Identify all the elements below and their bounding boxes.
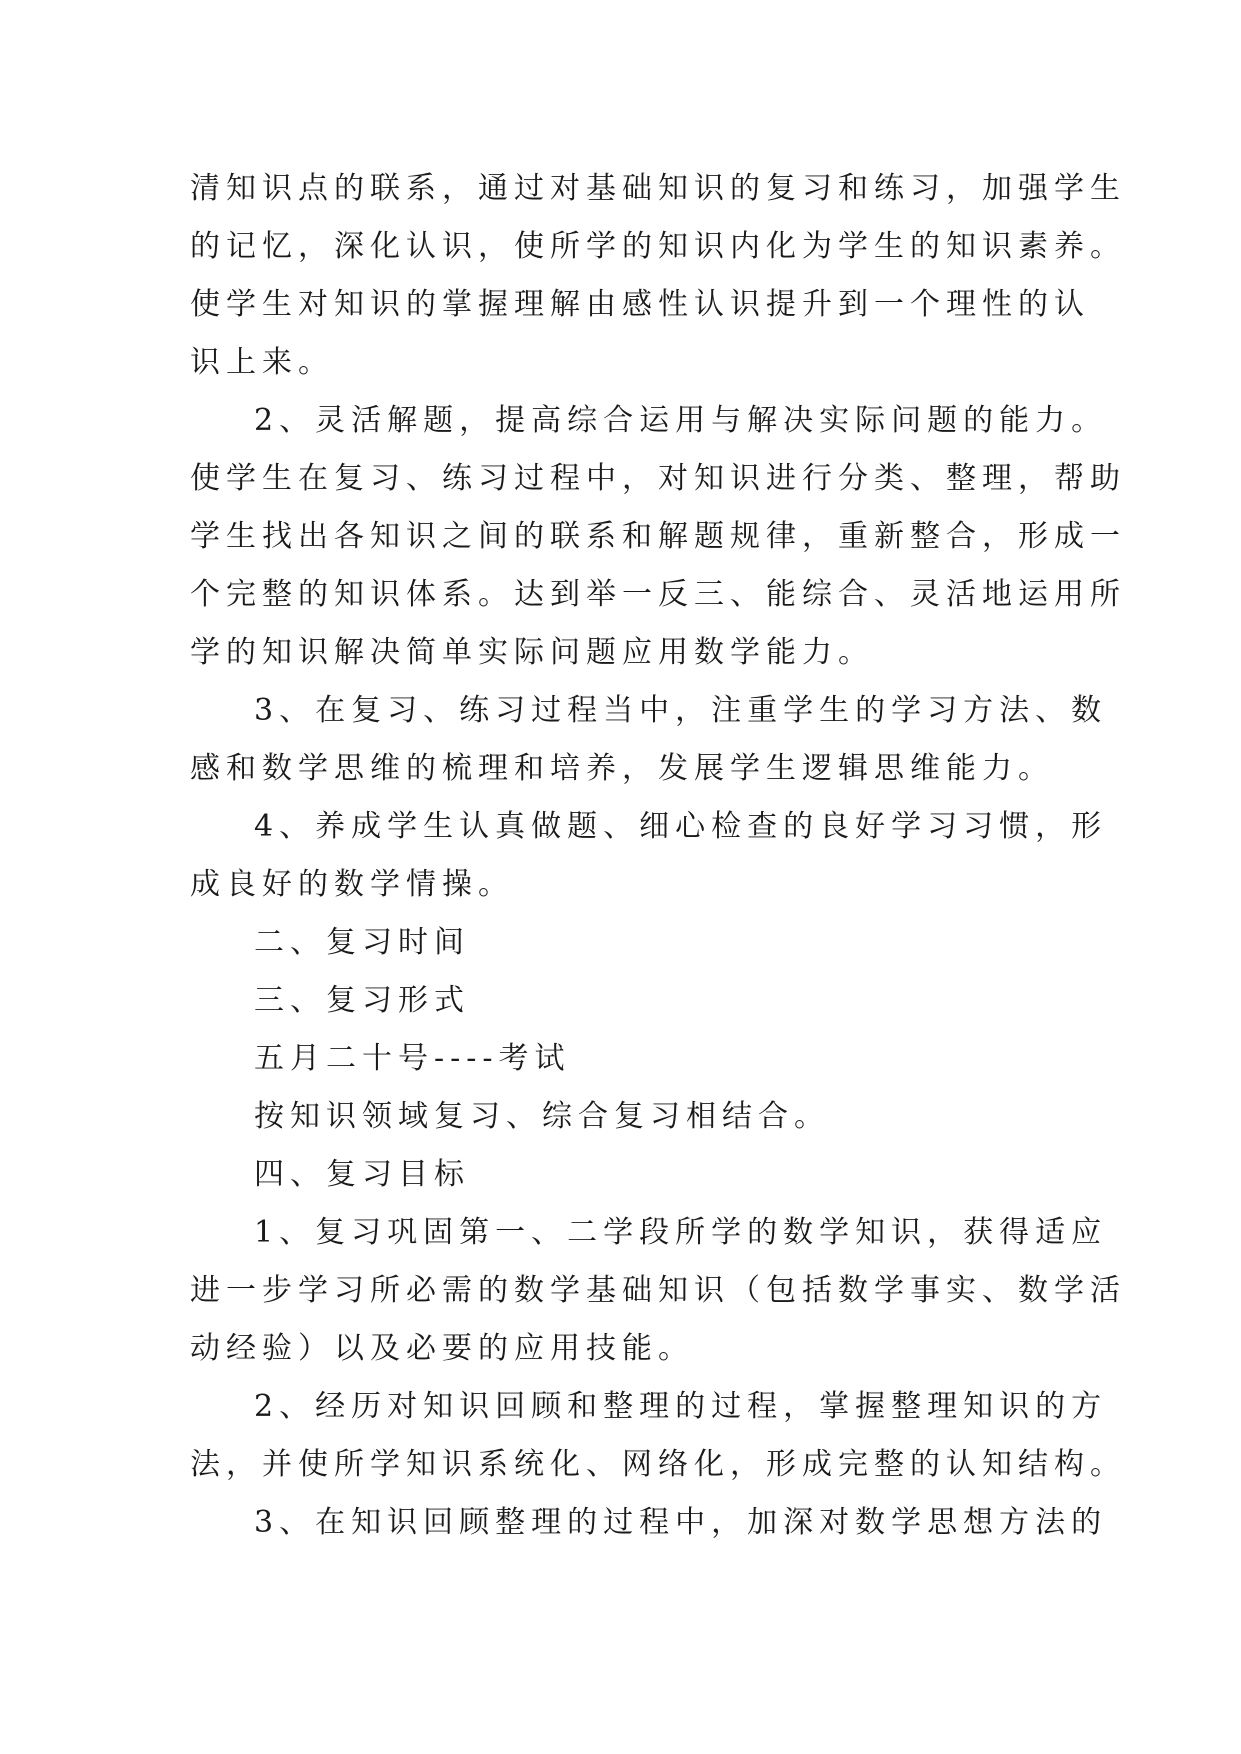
text-line: 3、在知识回顾整理的过程中，加深对数学思想方法的 (254, 1505, 1108, 1540)
text-line: 个完整的知识体系。达到举一反三、能综合、灵活地运用所 (190, 577, 1126, 612)
text-line: 感和数学思维的梳理和培养，发展学生逻辑思维能力。 (190, 751, 1054, 786)
text-line: 识上来。 (190, 345, 334, 380)
text-line: 1、复习巩固第一、二学段所学的数学知识，获得适应 (254, 1215, 1108, 1250)
section-heading: 四、复习目标 (254, 1157, 470, 1192)
section-heading: 三、复习形式 (254, 983, 470, 1018)
text-line: 按知识领域复习、综合复习相结合。 (254, 1099, 830, 1134)
text-line: 进一步学习所必需的数学基础知识（包括数学事实、数学活 (190, 1273, 1126, 1308)
document-body (190, 160, 1126, 1552)
text-line: 2、经历对知识回顾和整理的过程，掌握整理知识的方 (254, 1389, 1108, 1424)
text-line: 4、养成学生认真做题、细心检查的良好学习习惯，形 (254, 809, 1108, 844)
text-line: 法，并使所学知识系统化、网络化，形成完整的认知结构。 (190, 1447, 1126, 1482)
text-line: 3、在复习、练习过程当中，注重学生的学习方法、数 (254, 693, 1108, 728)
text-line: 2、灵活解题，提高综合运用与解决实际问题的能力。 (254, 403, 1108, 438)
text-line: 成良好的数学情操。 (190, 867, 514, 902)
text-line: 使学生对知识的掌握理解由感性认识提升到一个理性的认 (190, 287, 1090, 322)
text-line: 清知识点的联系，通过对基础知识的复习和练习，加强学生 (190, 171, 1126, 206)
section-heading: 二、复习时间 (254, 925, 470, 960)
text-line: 使学生在复习、练习过程中，对知识进行分类、整理，帮助 (190, 461, 1126, 496)
text-line: 学生找出各知识之间的联系和解题规律，重新整合，形成一 (190, 519, 1126, 554)
text-line: 的记忆，深化认识，使所学的知识内化为学生的知识素养。 (190, 229, 1126, 264)
text-line: 五月二十号----考试 (254, 1041, 571, 1076)
text-line: 学的知识解决简单实际问题应用数学能力。 (190, 635, 874, 670)
text-line: 动经验）以及必要的应用技能。 (190, 1331, 694, 1366)
